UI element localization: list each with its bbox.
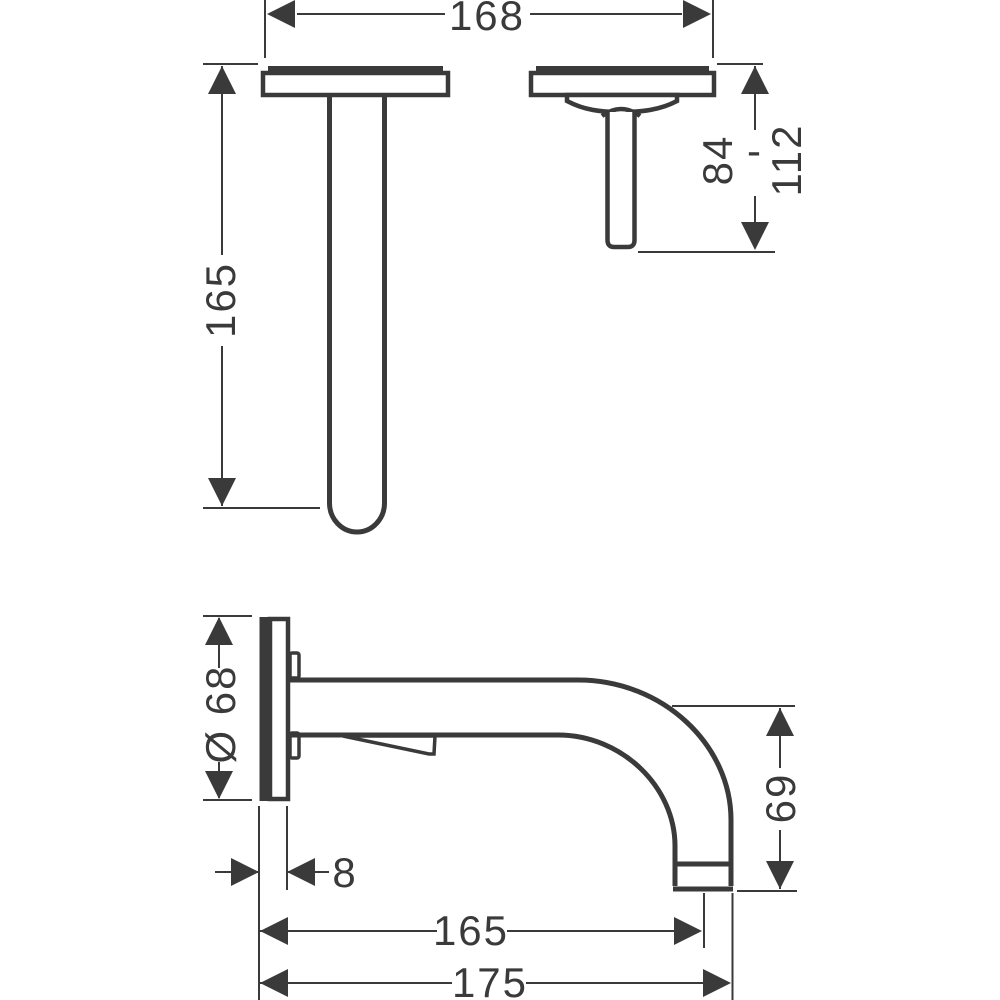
arrowhead-left: [260, 969, 288, 997]
spout-escutcheon-plate: [263, 73, 448, 95]
dimension-label: 69: [757, 772, 804, 824]
dimension-label: 175: [451, 959, 529, 1000]
wall-bar: [260, 617, 269, 801]
dimension-label-min: 84: [694, 134, 741, 186]
arrowhead-right: [703, 969, 731, 997]
arrowhead-down: [205, 771, 233, 799]
dimension-label: 8: [332, 849, 358, 896]
dimension-label: 165: [197, 261, 244, 339]
spout-top-view: [263, 66, 448, 532]
dimension-165-to-outlet: [260, 893, 704, 954]
escutcheon-plate: [270, 619, 288, 799]
arrowhead-up: [741, 66, 769, 94]
arrowhead-left: [287, 858, 315, 886]
arrowhead-right: [683, 0, 711, 28]
dimension-label-max: 112: [763, 123, 810, 197]
side-view: [197, 616, 804, 1000]
arrowhead-down: [741, 222, 769, 250]
arrowhead-down: [766, 861, 794, 889]
arrowhead-up: [205, 617, 233, 645]
handle-lever: [608, 112, 635, 247]
handle-top-view: [531, 66, 714, 247]
arrowhead-left: [267, 0, 295, 28]
dimension-label: Ø 68: [197, 664, 244, 764]
arrowhead-up: [766, 708, 794, 736]
arrowhead-right: [231, 858, 259, 886]
dimension-diameter-68: [197, 616, 252, 800]
spout-tube-outline: [330, 95, 385, 532]
arrowhead-left: [260, 917, 288, 945]
handle-escutcheon-plate: [531, 73, 714, 95]
dimension-label: 168: [448, 0, 526, 39]
arrowhead-down: [208, 478, 236, 506]
top-view: [197, 0, 810, 532]
dimension-range-dash: -: [747, 127, 763, 174]
spout-side-view: [260, 617, 734, 889]
handle-lever-side: [343, 736, 435, 754]
spout-collar-top: [290, 653, 299, 678]
arrowhead-right: [674, 917, 702, 945]
dimension-165-projection: [197, 64, 320, 508]
arrowhead-up: [208, 66, 236, 94]
dimension-168: [265, 0, 713, 58]
dimension-label: 165: [432, 907, 510, 954]
